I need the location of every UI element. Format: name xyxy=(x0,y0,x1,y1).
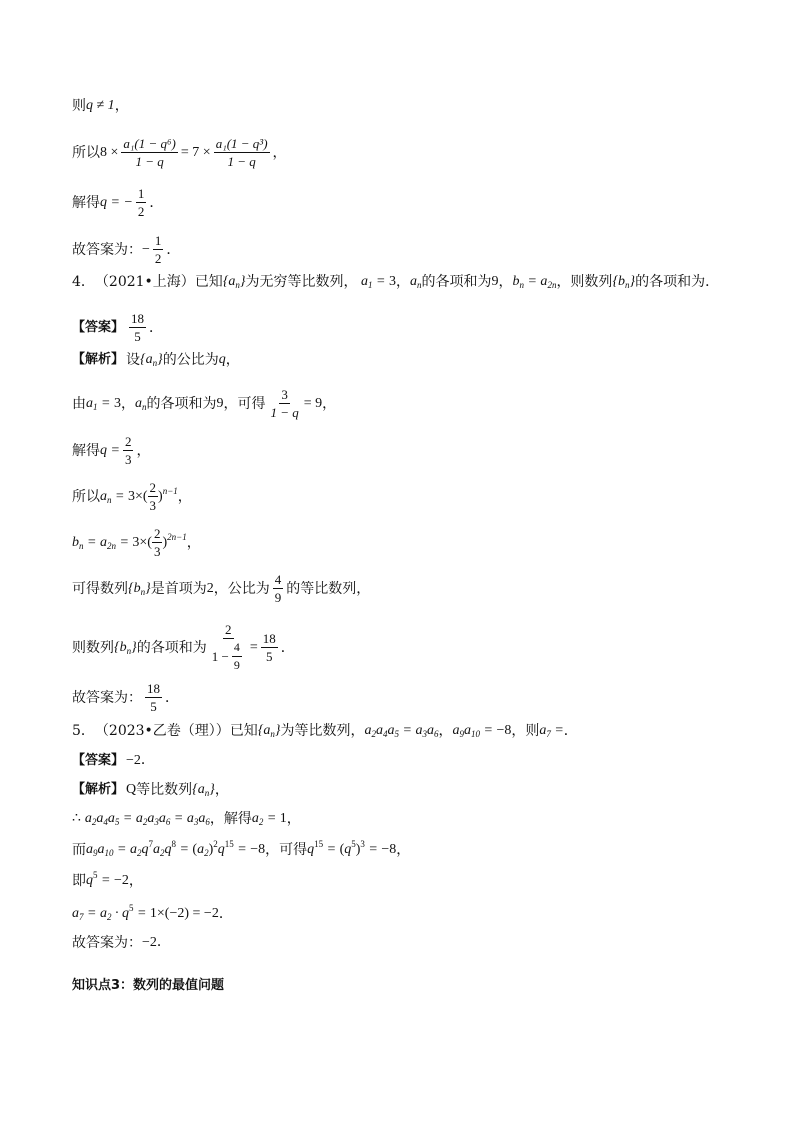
text: ， xyxy=(186,534,201,551)
text: ， xyxy=(396,842,411,858)
answer-value: −2． xyxy=(142,935,171,950)
denominator: 2 xyxy=(154,251,162,266)
math-expr: $a_7 = a_2 \cdot q^5 = 1\times(-2) = -2$ xyxy=(72,903,219,922)
math-expr: $\{b_n\}$ xyxy=(128,580,151,597)
math-expr: $\{a_n\}$ xyxy=(192,782,215,798)
question-source: （2023•乙卷（理）） xyxy=(94,723,230,739)
math-expr: )$^{n-1}$ xyxy=(158,485,178,504)
text: ， xyxy=(395,274,410,290)
question-4 xyxy=(72,272,719,292)
text: ． xyxy=(149,319,164,336)
math-expr: = 7 × xyxy=(180,144,211,160)
text: 是首项为 xyxy=(150,580,207,597)
denominator: 9 xyxy=(274,590,282,605)
text: 为无穷等比数列， xyxy=(245,274,358,290)
answer-value: −2． xyxy=(126,753,155,768)
solution-5-line xyxy=(72,809,301,829)
math-expr: 8 × xyxy=(100,144,119,160)
math-expr: $q^{15} = (q^5)^3 = -8$ xyxy=(307,839,397,857)
therefore-symbol: ∴ xyxy=(72,811,81,826)
numerator: a₁(1 − q⁶) xyxy=(123,136,176,151)
text: 由 xyxy=(72,395,86,412)
text: ，则数列 xyxy=(556,274,613,290)
text: 故答案为： xyxy=(72,689,142,706)
text: 的各项和为 xyxy=(136,639,207,656)
solution-4-line xyxy=(72,387,336,420)
text: ． xyxy=(563,723,578,739)
numerator: 2 xyxy=(149,480,157,495)
text: 的各项和为 xyxy=(635,274,706,290)
denominator xyxy=(210,639,247,673)
answer-5 xyxy=(72,751,155,771)
fraction xyxy=(129,311,146,344)
solution-4-line xyxy=(72,434,150,467)
text: ，则 xyxy=(511,723,540,739)
denominator: 1 − q xyxy=(135,154,164,169)
denominator: 3 xyxy=(153,544,161,559)
fraction xyxy=(123,434,134,467)
text: 解得 xyxy=(72,442,100,459)
numerator: 2 xyxy=(124,434,132,449)
question-number: 5． xyxy=(72,723,95,739)
text: 的各项和为 xyxy=(146,395,217,412)
answer-tag: 【答案】 xyxy=(72,319,125,335)
fraction xyxy=(153,233,164,266)
denominator: 5 xyxy=(265,649,273,664)
math-expr: $a_1 = 3$ xyxy=(86,395,121,412)
text: 可得数列 xyxy=(72,580,128,597)
numerator: 1 xyxy=(154,233,162,248)
text: ． xyxy=(705,274,720,290)
text: ， xyxy=(114,98,129,114)
fraction xyxy=(273,572,284,605)
solution-5-line xyxy=(72,933,171,953)
solution-4-line xyxy=(72,350,240,370)
math-expr: q ≠ 1 xyxy=(86,98,115,113)
fraction xyxy=(214,136,270,169)
text-line xyxy=(72,136,287,169)
text: 所以 xyxy=(72,144,100,161)
denominator: 5 xyxy=(134,329,141,344)
solution-4-line xyxy=(72,622,295,673)
text: 解得 xyxy=(72,194,100,211)
solution-5-line xyxy=(72,780,229,800)
text: 设 xyxy=(126,352,141,368)
question-number: 4． xyxy=(72,274,95,290)
text: ， xyxy=(322,395,337,412)
complex-fraction xyxy=(210,622,247,673)
numerator: a₁(1 − q³) xyxy=(215,136,268,151)
math-expr: $a_n$ xyxy=(409,274,422,290)
solution-4-line xyxy=(72,572,370,605)
math-expr: = xyxy=(249,639,258,655)
solution-4-line xyxy=(72,480,192,513)
numerator: 2 xyxy=(225,622,232,637)
math-expr: $a_9a_{10} = a_2q^7a_2q^8 = (a_2)^2q^{15} = -8$ xyxy=(86,839,266,858)
text: ， xyxy=(225,352,240,368)
text: 故答案为： xyxy=(72,241,142,258)
numerator: 4 xyxy=(232,640,242,657)
text: ， xyxy=(272,144,287,161)
text: 1 − xyxy=(211,649,229,664)
question-5 xyxy=(72,721,578,741)
solution-tag: 【解析】 xyxy=(72,782,125,797)
denominator: 3 xyxy=(124,452,132,467)
math-expr: $\{a_n\}$ xyxy=(222,274,246,290)
text: ，公比为 xyxy=(213,580,270,597)
math-expr: $b_n = a_{2n} = 3\times$( xyxy=(72,534,152,551)
math-expr: = 9 xyxy=(303,395,323,411)
text: 已知 xyxy=(194,274,223,290)
text: 已知 xyxy=(229,723,258,739)
math-expr: $q^5 = -2$ xyxy=(86,870,129,888)
fraction xyxy=(232,640,242,673)
math-expr: $a_9a_{10} = -8$ xyxy=(452,723,512,739)
numerator: 4 xyxy=(274,572,282,587)
solution-4-line xyxy=(72,681,179,714)
numerator: 18 xyxy=(262,631,276,646)
numerator: 1 xyxy=(137,186,145,201)
solution-5-line xyxy=(72,871,143,891)
math-expr: )$^{2n-1}$ xyxy=(162,531,187,550)
answer-4 xyxy=(72,311,163,344)
math-expr: $\{a_n\}$ xyxy=(140,352,163,368)
text: 而 xyxy=(72,842,86,858)
text-line xyxy=(72,96,129,116)
solution-tag: 【解析】 xyxy=(72,352,125,367)
numerator: 18 xyxy=(131,311,145,326)
math-expr: $a_n$ xyxy=(134,395,147,412)
text: ， xyxy=(128,873,143,889)
math-expr: 2 xyxy=(206,580,214,596)
math-expr: 9 xyxy=(491,274,499,289)
answer-tag: 【答案】 xyxy=(72,753,125,768)
text: 的公比为 xyxy=(162,352,219,368)
fraction xyxy=(152,526,163,559)
math-expr: $\{b_n\}$ xyxy=(114,639,137,656)
text: 的各项和为 xyxy=(421,274,492,290)
math-expr: 9 xyxy=(216,395,224,411)
fraction xyxy=(268,387,300,420)
math-expr: $a_n = 3\times$( xyxy=(100,488,148,505)
numerator: 3 xyxy=(281,387,288,402)
math-expr: $a_7$ = xyxy=(539,723,564,739)
math-expr: $a_2 = 1$ xyxy=(251,811,287,827)
text: ， xyxy=(120,395,135,412)
text: ， xyxy=(438,723,453,739)
math-expr: − xyxy=(142,241,150,257)
solution-5-line xyxy=(72,840,410,860)
section-title: 知识点3：数列的最值问题 xyxy=(72,978,225,993)
fraction xyxy=(121,136,177,169)
text: ． xyxy=(149,194,164,211)
denominator: 5 xyxy=(150,699,157,714)
denominator: 1 − q xyxy=(270,405,299,420)
because-symbol: Q xyxy=(126,782,137,797)
math-expr: $\{b_n\}$ xyxy=(612,274,636,290)
math-expr: $a_2a_4a_5 = a_3a_6$ xyxy=(364,723,439,739)
math-expr: $a_1 = 3$ xyxy=(357,274,396,290)
denominator: 3 xyxy=(149,498,157,513)
text: ，可得 xyxy=(265,842,308,858)
text: 故答案为： xyxy=(72,935,142,951)
denominator: 9 xyxy=(233,658,240,672)
text: ， xyxy=(177,488,192,505)
text: 的等比数列， xyxy=(286,580,371,597)
numerator: 2 xyxy=(153,526,161,541)
math-expr: $b_n = a_{2n}$ xyxy=(512,274,557,290)
math-expr: $a_2a_4a_5 = a_2a_3a_6 = a_3a_6$ xyxy=(84,811,210,827)
text-line xyxy=(72,186,163,219)
text-line xyxy=(72,233,180,266)
math-expr: $\{a_n\}$ xyxy=(257,723,281,739)
math-expr: q = xyxy=(100,442,120,458)
text: ． xyxy=(280,639,295,656)
text: ， xyxy=(498,274,513,290)
fraction xyxy=(145,681,162,714)
denominator: 1 − q xyxy=(227,154,256,169)
text: ， xyxy=(136,442,151,459)
text: ． xyxy=(218,906,233,922)
question-source: （2021•上海） xyxy=(94,274,195,290)
text: 等比数列 xyxy=(136,782,193,798)
section-heading xyxy=(72,976,224,996)
solution-4-line xyxy=(72,526,201,559)
text: ． xyxy=(165,689,179,706)
text: 所以 xyxy=(72,488,100,505)
numerator: 18 xyxy=(147,681,160,696)
math-expr: q xyxy=(218,352,226,367)
solution-5-line xyxy=(72,904,233,924)
text: 则 xyxy=(72,98,86,114)
math-expr: q = − xyxy=(100,194,133,210)
text: 为等比数列， xyxy=(280,723,365,739)
text: ， xyxy=(286,811,301,827)
text: ，可得 xyxy=(223,395,266,412)
fraction xyxy=(136,186,147,219)
fraction xyxy=(261,631,278,664)
fraction xyxy=(148,480,159,513)
text: ． xyxy=(166,241,181,258)
denominator: 2 xyxy=(137,204,145,219)
text: 即 xyxy=(72,873,86,889)
text: ，解得 xyxy=(209,811,252,827)
text: 则数列 xyxy=(72,639,114,656)
text: ， xyxy=(214,782,229,798)
